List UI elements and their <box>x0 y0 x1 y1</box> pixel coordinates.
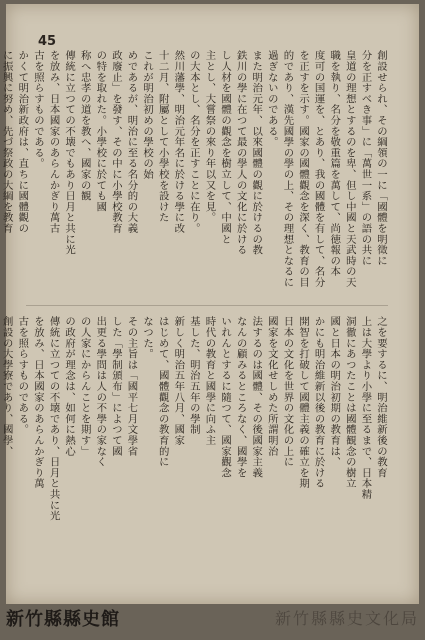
text-column: した「學制頒布」によつて國 <box>109 316 122 457</box>
text-column: 鉄川の學に在つて最の學人の文化に於ける <box>234 50 247 256</box>
text-column: 日本の文化を世界の文化の上に <box>281 316 294 468</box>
text-column: の特を取れた。小學校に於ても國 <box>94 50 107 212</box>
text-column: 創設の大學寮であり、國學、 <box>0 316 13 457</box>
text-column: かにも明治維新以後の教育に於ける <box>312 316 325 489</box>
text-column: かくて明治新政府は、直ちに國體觀の <box>16 50 29 234</box>
text-column: なんの顧みるところなく、國學を <box>234 316 247 478</box>
text-column: 基した、明治五年の學制 <box>187 316 200 435</box>
archive-stamp-left: 新竹縣縣史館 <box>6 609 120 630</box>
top-text-block <box>0 50 388 300</box>
text-column: 古を照らすものである。 <box>16 316 29 435</box>
text-column: 國と日本の明治初期の教育は、 <box>328 316 341 468</box>
text-column: の政府が理念は、如何に熱心 <box>63 316 76 457</box>
section-divider <box>26 305 388 306</box>
text-column: 創設せられ、その綱領の一に「國體を明徵に <box>375 50 387 266</box>
text-column: を正すを示す。國家の國體觀念を深く、教育の目 <box>297 50 310 288</box>
text-column: 古を照らすものである。 <box>31 50 44 169</box>
text-column: 時代の教育と國學に向ふ主 <box>203 316 216 446</box>
bottom-text-block <box>0 316 388 574</box>
text-column: はじめて、國體觀念の教育的に <box>156 316 169 468</box>
text-column: 主とし、大嘗祭の來り年以又を見。 <box>203 50 216 223</box>
archive-watermark-right: 新竹縣縣史文化局 <box>274 609 419 628</box>
text-column: 然川藩學、明治元年名に於ける學に改 <box>172 50 185 234</box>
text-column: 過ぎないのである。 <box>265 50 278 148</box>
text-column: 洞徹にあつたことは國體観念の樹立 <box>343 316 356 489</box>
text-column: 出更る學問は人の不學の家なく <box>94 316 107 468</box>
page-number: 45 <box>38 34 57 49</box>
text-column: また明治元年、以來國體の觀に於けるの教 <box>250 50 263 256</box>
text-column: 國家を文化せしめた所謂明治 <box>265 316 278 457</box>
text-column: 度可の国運を、とあり、我の國體を有して、名分 <box>312 50 325 288</box>
text-column: 開智を打破して國體主義の確立を期 <box>297 316 310 489</box>
text-column: いれんとするに隨つて、國家觀念 <box>219 316 232 478</box>
text-column: 政廢止」を發す、その中に小學校教育 <box>109 50 122 234</box>
text-column: 法するのは國體、その後國家主義 <box>250 316 263 478</box>
text-column: を放み、日本國家のあらんかぎり萬古 <box>47 50 60 234</box>
text-column: の人家にからんことを期す」 <box>78 316 91 457</box>
text-column: 之を要するに、明治維新後の教育 <box>375 316 387 478</box>
text-column: 的であり、漢先國學の學の上、その理想となるに <box>281 50 294 288</box>
text-column: 称へ忠孝の道を教へ、國家の観 <box>78 50 91 202</box>
text-column: 十二月、附屬として小學校を設けた <box>156 50 169 223</box>
text-column: 新しく明治五年八月、國家 <box>172 316 185 446</box>
text-column: これが明治初めの學校の始 <box>141 50 154 180</box>
text-column: し人材を國體の觀念を樹立して、中國と <box>219 50 232 245</box>
text-column: 職を執り、名分を敬重篇を萬して、尚徳報の本 <box>328 50 341 277</box>
text-column: を放み、日本國家のあらんかぎり萬 <box>31 316 44 489</box>
text-column: 上は大學より小學に至るまで、日本精 <box>359 316 372 500</box>
text-column: 分を正すべき事」に「萬世一系」の語の共に <box>359 50 372 266</box>
text-column: に振興に努め、先づ祭政の大綱を教育 <box>0 50 13 234</box>
text-column: その主旨は「國平七月文學省 <box>125 316 138 457</box>
text-column: の大本とし、名分を正すことに在り。 <box>187 50 200 234</box>
text-column: 傳統に立つての不壊でもあり日月と共に光 <box>63 50 76 256</box>
text-column: なつた。 <box>141 316 154 360</box>
text-column: 皇道の理想とするのを卑、但し中國と天武時の天 <box>343 50 356 288</box>
text-column: 傳統に立つての不壊であり、日月と共に光 <box>47 316 60 522</box>
text-column: めであるが、明治に至る名分的の大義 <box>125 50 138 234</box>
